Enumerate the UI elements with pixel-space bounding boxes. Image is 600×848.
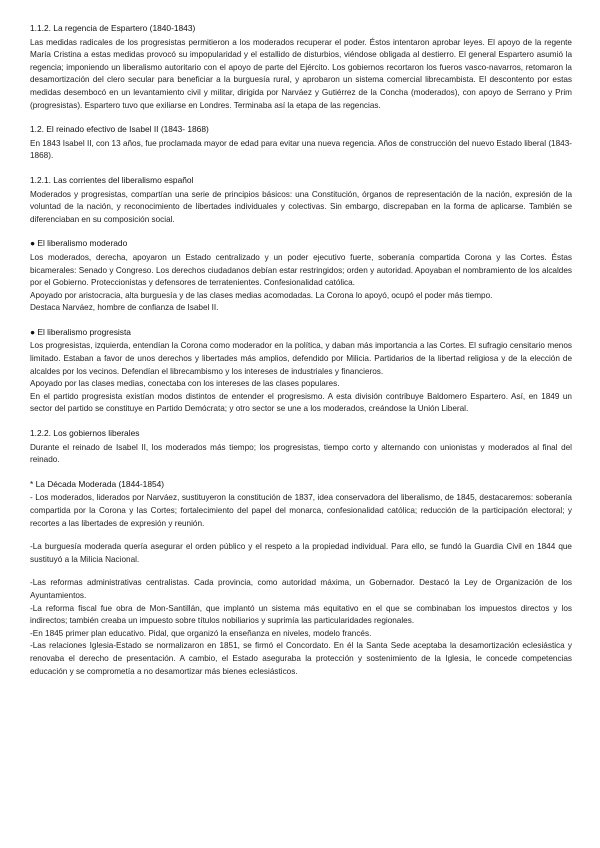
paragraph: -Las reformas administrativas centralistas. Cada provincia, como autoridad máxima, un Gobernador. Destacó la Ley de Organización de los Ayuntamientos. (30, 578, 572, 600)
paragraph: - Los moderados, liderados por Narváez, sustituyeron la constitución de 1837, idea conservadora del liberalismo, de 1845, destacaremos: soberanía compartida por la Corona y las Cortes; fortalecimiento del papel del monarca, confesionalidad católica; reducción de la participación electoral; y recortes a las libertades de expresión y reunión. (30, 493, 572, 528)
section-body: Moderados y progresistas, compartían una serie de principios básicos: una Constitución, órganos de representación de la nación, expresión de la voluntad de la nación, y reconocimiento de libertades individuales y colectivas. Sin embargo, discrepaban en la forma de aplicarse. También se diferenciaban en su composición social. (30, 189, 572, 224)
section-decada-moderada (30, 478, 572, 678)
paragraph: -La burguesía moderada quería asegurar el orden público y el respeto a la propiedad individual. Para ello, se fundó la Guardia Civil en 1844 que sustituyó a la Milicia Nacional. (30, 542, 572, 564)
section-line: Apoyado por aristocracia, alta burguesía y de las clases medias acomodadas. La Corona lo apoyó, ocupó el poder más tiempo. (30, 290, 493, 300)
section-line: Destaca Narváez, hombre de confianza de Isabel II. (30, 303, 219, 313)
paragraph: -La reforma fiscal fue obra de Mon-Santillán, que implantó un sistema más equitativo en el que se combinaban los impuestos directos y los indirectos; también creaba un impuesto sobre títulos nobiliarios y suprimía las particularidades regionales. (30, 603, 572, 626)
section-body: En 1843 Isabel II, con 13 años, fue proclamada mayor de edad para evitar una nueva regencia. Años de construcción del nuevo Estado liberal (1843-1868). (30, 138, 572, 161)
section-line: En el partido progresista existían modos distintos de entender el progresismo. A esta división contribuye Baldomero Espartero. Así, en 1849 un sector del partido se constituye en Partido Demócrata; y otro sector se une a los moderados, creándose la Unión Liberal. (30, 391, 572, 414)
document-page (30, 22, 572, 689)
section-reinado-isabel (30, 123, 572, 163)
section-heading: 1.2.2. Los gobiernos liberales (30, 428, 140, 439)
section-liberalismo-progresista (30, 326, 572, 416)
section-heading: 1.2. El reinado efectivo de Isabel II (1843- 1868) (30, 124, 209, 135)
section-body: Las medidas radicales de los progresistas permitieron a los moderados recuperar el poder. Éstos intentaron aprobar leyes. El apoyo de la regente María Cristina a estas medidas provocó su impopularidad y el estallido de disturbios, viéndose obligada al destierro. El general Espartero asumió la regencia; imponiendo un liberalismo autoritario con el apoyo de parte del Ejército. Los gobiernos recortaron los fueros vasco-navarros, retomaron la desamortización del clero secular para beneficiar a la burguesía rural, y aprobaron un sistema comercial librecambista. El descontento por estas medidas desembocó en un levantamiento civil y militar, dirigida por Narváez y Gutiérrez de la Concha (moderados), con apoyo de Serrano y Prim (progresistas). Espartero tuvo que exiliarse en Londres. Terminaba así la etapa de las regencias. (30, 37, 572, 110)
section-heading: * La Década Moderada (1844-1854) (30, 478, 165, 489)
section-body: Los progresistas, izquierda, entendían la Corona como moderador en la política, y daban más importancia a las Cortes. El sufragio censitario menos limitado. Estaban a favor de unos derechos y libertades más amplios, defendido por Milicia. Partidarios de la libertad religiosa y de la elección de alcaldes por los vecinos. Defendían el librecambismo y los intereses de industriales y financieros. (30, 341, 572, 376)
paragraph: -Las relaciones Iglesia-Estado se normalizaron en 1851, se firmó el Concordato. En él la Santa Sede aceptaba la desamortización eclesiástica y renovaba el derecho de presentación. A cambio, el Estado aseguraba la protección y sostenimiento de la Iglesia, le concede competencias educación y se comprometía a no desamortizar más bienes eclesiásticos. (30, 641, 572, 676)
section-heading: ● El liberalismo progresista (30, 326, 131, 337)
section-heading: 1.1.2. La regencia de Espartero (1840-1843) (30, 23, 196, 33)
section-body: Durante el reinado de Isabel II, los moderados más tiempo; los progresistas, tiempo corto y alternando con unionistas y moderados al final del reinado. (30, 442, 572, 465)
section-regencia-espartero (30, 22, 572, 112)
paragraph: -En 1845 primer plan educativo. Pidal, que organizó la enseñanza en niveles, modelo francés. (30, 628, 372, 638)
section-liberalismo-moderado (30, 237, 572, 315)
section-body: Los moderados, derecha, apoyaron un Estado centralizado y un poder ejecutivo fuerte, soberanía compartida Corona y las Cortes. Éstas bicamerales: Senado y Congreso. Los derechos ciudadanos debían estar restringidos; orden y autoridad. Apoyaban el nombramiento de los alcaldes por el Gobierno. Proteccionistas y defensores de terratenientes. Confesionalidad católica. (30, 252, 572, 288)
section-heading: 1.2.1. Las corrientes del liberalismo español (30, 174, 194, 185)
section-corrientes-liberalismo (30, 174, 572, 226)
section-heading: ● El liberalismo moderado (30, 238, 128, 249)
section-gobiernos-liberales (30, 427, 572, 467)
section-line: Apoyado por las clases medias, conectaba con los intereses de las clases populares. (30, 379, 340, 389)
